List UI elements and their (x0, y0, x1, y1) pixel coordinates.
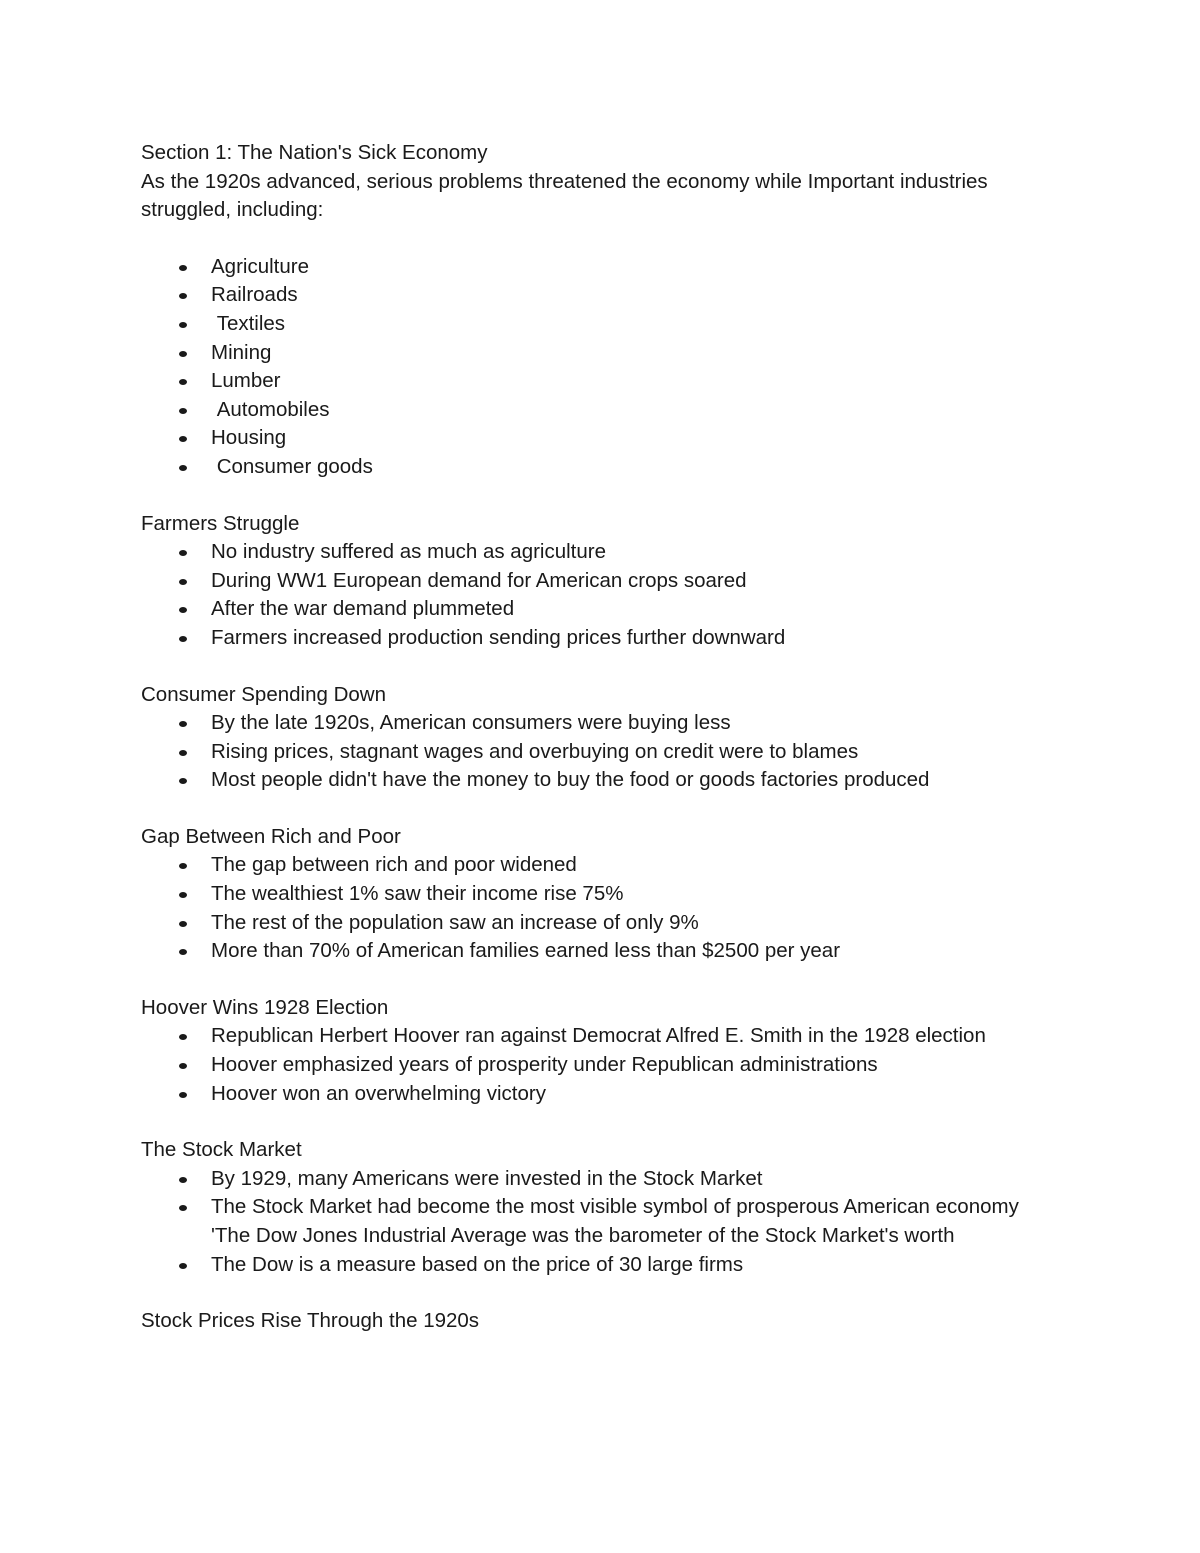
list-item-text: Farmers increased production sending prices further downward (211, 625, 786, 649)
list-item-text: Automobiles (211, 397, 330, 421)
list-item-text: Hoover emphasized years of prosperity under Republican administrations (211, 1053, 878, 1077)
list-item (141, 281, 1041, 310)
bullet-icon (179, 750, 187, 756)
bullet-icon (179, 550, 187, 556)
section-bullet-list (141, 709, 1041, 795)
list-item (141, 253, 1041, 282)
spacer (141, 1279, 1041, 1307)
bullet-icon (179, 949, 187, 955)
final-section-heading: Stock Prices Rise Through the 1920s (141, 1309, 480, 1333)
list-item-text: Mining (211, 340, 272, 364)
list-item (141, 909, 1041, 938)
bullet-icon (179, 1034, 187, 1040)
bullet-icon (179, 436, 187, 442)
list-item-text: Rising prices, stagnant wages and overbuying on credit were to blames (211, 739, 859, 763)
spacer (141, 653, 1041, 681)
list-item (141, 1051, 1041, 1080)
bullet-icon (179, 1177, 187, 1183)
list-item-text: More than 70% of American families earned less than $2500 per year (211, 939, 841, 963)
list-item (141, 1165, 1041, 1194)
list-item (141, 937, 1041, 966)
bullet-icon (179, 293, 187, 299)
list-item-text: Lumber (211, 369, 281, 393)
bullet-icon (179, 778, 187, 784)
bullet-icon (179, 379, 187, 385)
list-item-text: Most people didn't have the money to buy the food or goods factories produced (211, 768, 930, 792)
list-item (141, 1022, 1041, 1051)
bullet-icon (179, 1205, 187, 1211)
list-item (141, 709, 1041, 738)
list-item-text: Republican Herbert Hoover ran against Democrat Alfred E. Smith in the 1928 election (211, 1024, 986, 1048)
industries-list (141, 253, 1041, 482)
list-item (141, 851, 1041, 880)
list-item-text: The Dow is a measure based on the price of 30 large firms (211, 1252, 744, 1276)
sections-container (141, 482, 1041, 1280)
list-item (141, 880, 1041, 909)
list-item-text: By the late 1920s, American consumers were buying less (211, 711, 731, 735)
section-heading: Hoover Wins 1928 Election (141, 995, 389, 1019)
bullet-icon (179, 351, 187, 357)
spacer (141, 1108, 1041, 1136)
list-item-text: Consumer goods (211, 454, 373, 478)
list-item-text: Hoover won an overwhelming victory (211, 1081, 546, 1105)
bullet-icon (179, 721, 187, 727)
spacer (141, 482, 1041, 510)
list-item (141, 339, 1041, 368)
section-heading: Farmers Struggle (141, 511, 300, 535)
spacer (141, 225, 1041, 253)
list-item (141, 624, 1041, 653)
bullet-icon (179, 1063, 187, 1069)
bullet-icon (179, 265, 187, 271)
intro-paragraph: As the 1920s advanced, serious problems threatened the economy while Important industries struggled, including: (141, 169, 994, 222)
section-bullet-list (141, 1165, 1041, 1279)
list-item-text: After the war demand plummeted (211, 597, 515, 621)
bullet-icon (179, 636, 187, 642)
list-item-text: The rest of the population saw an increase of only 9% (211, 910, 699, 934)
list-item (141, 1251, 1041, 1280)
bullet-icon (179, 1092, 187, 1098)
document-title: Section 1: The Nation's Sick Economy (141, 141, 488, 164)
list-item (141, 424, 1041, 453)
section-heading: Consumer Spending Down (141, 682, 386, 706)
list-item-text: The Stock Market had become the most visible symbol of prosperous American economy 'The Dow Jones Industrial Average was the barometer of the Stock Market's worth (211, 1195, 1025, 1247)
section-heading: Gap Between Rich and Poor (141, 824, 401, 848)
list-item (141, 1080, 1041, 1109)
list-item (141, 396, 1041, 425)
list-item-text: Textiles (211, 311, 286, 335)
bullet-icon (179, 322, 187, 328)
section-bullet-list (141, 851, 1041, 965)
list-item-text: Railroads (211, 283, 298, 307)
section-bullet-list (141, 1022, 1041, 1108)
list-item-text: No industry suffered as much as agriculture (211, 540, 607, 564)
list-item-text: By 1929, many Americans were invested in the Stock Market (211, 1166, 763, 1190)
bullet-icon (179, 579, 187, 585)
section-heading: The Stock Market (141, 1138, 302, 1162)
bullet-icon (179, 465, 187, 471)
list-item (141, 538, 1041, 567)
bullet-icon (179, 863, 187, 869)
bullet-icon (179, 607, 187, 613)
spacer (141, 966, 1041, 994)
list-item (141, 766, 1041, 795)
bullet-icon (179, 1263, 187, 1269)
list-item-text: The wealthiest 1% saw their income rise 75% (211, 882, 624, 906)
bullet-icon (179, 921, 187, 927)
list-item (141, 595, 1041, 624)
list-item (141, 1193, 1041, 1250)
list-item (141, 567, 1041, 596)
list-item-text: Agriculture (211, 254, 309, 278)
list-item-text: During WW1 European demand for American crops soared (211, 568, 747, 592)
spacer (141, 795, 1041, 823)
bullet-icon (179, 408, 187, 414)
document-page (141, 139, 1041, 1336)
list-item (141, 367, 1041, 396)
list-item (141, 453, 1041, 482)
list-item-text: The gap between rich and poor widened (211, 853, 577, 877)
list-item-text: Housing (211, 426, 287, 450)
list-item (141, 310, 1041, 339)
section-bullet-list (141, 538, 1041, 652)
list-item (141, 738, 1041, 767)
bullet-icon (179, 892, 187, 898)
